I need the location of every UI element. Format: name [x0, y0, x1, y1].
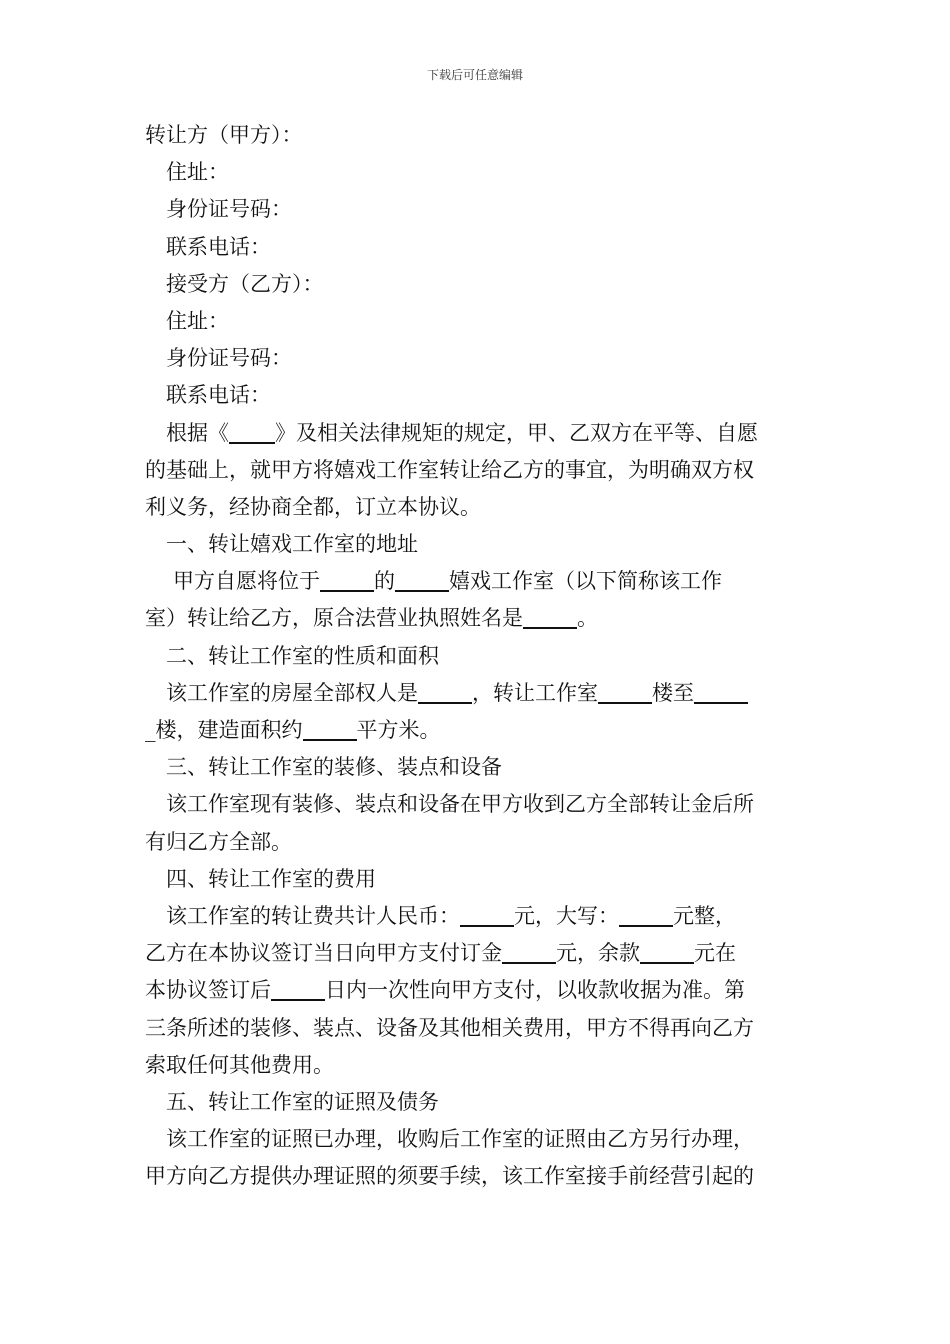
area-blank [303, 717, 357, 741]
transferor-id-label: 身份证号码： [166, 197, 292, 222]
transferee-id-label: 身份证号码： [166, 346, 292, 371]
section-4-line-5: 索取任何其他费用。 [145, 1052, 334, 1077]
section-4-line-3 [145, 972, 807, 1009]
section-text: 本协议签订后 [145, 978, 271, 1003]
location-blank-2 [395, 568, 449, 592]
section-4-line-2 [145, 935, 807, 972]
floor-to-blank [694, 680, 748, 704]
section-text: 乙方在本协议签订当日向甲方支付订金 [145, 941, 502, 966]
section-2-heading: 二、转让工作室的性质和面积 [166, 643, 439, 668]
preamble-line-2: 的基础上，就甲方将嬉戏工作室转让给乙方的事宜，为明确双方权 [145, 457, 754, 482]
transferee-address-label: 住址： [166, 308, 229, 333]
section-text: 的 [374, 569, 395, 594]
section-3-line-2: 有归乙方全部。 [145, 829, 292, 854]
section-text: 元在 [694, 941, 736, 966]
section-text: 元，余款 [556, 941, 640, 966]
deposit-blank [502, 940, 556, 964]
preamble-text: 根据《 [166, 420, 229, 445]
transferor-address-label: 住址： [166, 160, 229, 185]
section-text: 嬉戏工作室（以下简称该工作 [449, 569, 722, 594]
section-text: 。 [577, 606, 598, 631]
transferor-heading: 转让方（甲方）： [145, 123, 303, 147]
section-text: 楼至 [652, 680, 694, 705]
section-2-line-2 [145, 712, 807, 749]
section-text: 该工作室的转让费共计人民币： [166, 903, 460, 928]
section-1-line-2 [145, 600, 807, 637]
section-text: 室）转让给乙方，原合法营业执照姓名是 [145, 606, 523, 631]
section-text: ，转让工作室 [472, 680, 598, 705]
section-2-line-1 [145, 675, 807, 712]
balance-blank [640, 940, 694, 964]
transferee-phone-label: 联系电话： [166, 383, 271, 408]
section-text: 该工作室的房屋全部权人是 [166, 680, 418, 705]
preamble-text: 》及相关法律规矩的规定，甲、乙双方在平等、自愿 [275, 420, 758, 445]
preamble-line-1 [145, 415, 807, 452]
owner-blank [418, 680, 472, 704]
section-5-heading: 五、转让工作室的证照及债务 [166, 1089, 439, 1114]
fee-words-blank [619, 903, 673, 927]
section-3-heading: 三、转让工作室的装修、装点和设备 [166, 755, 502, 780]
section-5-line-2: 甲方向乙方提供办理证照的须要手续，该工作室接手前经营引起的 [145, 1164, 754, 1189]
section-5-line-1: 该工作室的证照已办理，收购后工作室的证照由乙方另行办理， [166, 1127, 754, 1152]
section-4-line-1 [145, 898, 807, 935]
license-name-blank [523, 605, 577, 629]
section-text: 日内一次性向甲方支付，以收款收据为准。第 [325, 978, 745, 1003]
section-text: 元整， [673, 903, 736, 928]
location-blank [320, 568, 374, 592]
section-3-line-1: 该工作室现有装修、装点和设备在甲方收到乙方全部转让金后所 [166, 792, 754, 817]
transferor-phone-label: 联系电话： [166, 234, 271, 259]
days-blank [271, 977, 325, 1001]
law-name-blank [229, 420, 275, 444]
fee-amount-blank [460, 903, 514, 927]
preamble-line-3: 利义务，经协商全都，订立本协议。 [145, 494, 481, 519]
section-4-line-4: 三条所述的装修、装点、设备及其他相关费用，甲方不得再向乙方 [145, 1015, 754, 1040]
page-header: 下载后可任意编辑 [426, 68, 523, 82]
section-text: 元，大写： [514, 903, 619, 928]
section-4-heading: 四、转让工作室的费用 [166, 866, 376, 891]
section-1-line-1 [145, 563, 807, 600]
transferee-heading: 接受方（乙方）： [166, 271, 324, 296]
section-text: _楼，建造面积约 [145, 718, 303, 742]
document-body [145, 117, 807, 1195]
section-text: 平方米。 [356, 718, 441, 742]
section-text: 甲方自愿将位于 [173, 569, 320, 594]
floor-from-blank [598, 680, 652, 704]
section-1-heading: 一、转让嬉戏工作室的地址 [166, 532, 418, 557]
